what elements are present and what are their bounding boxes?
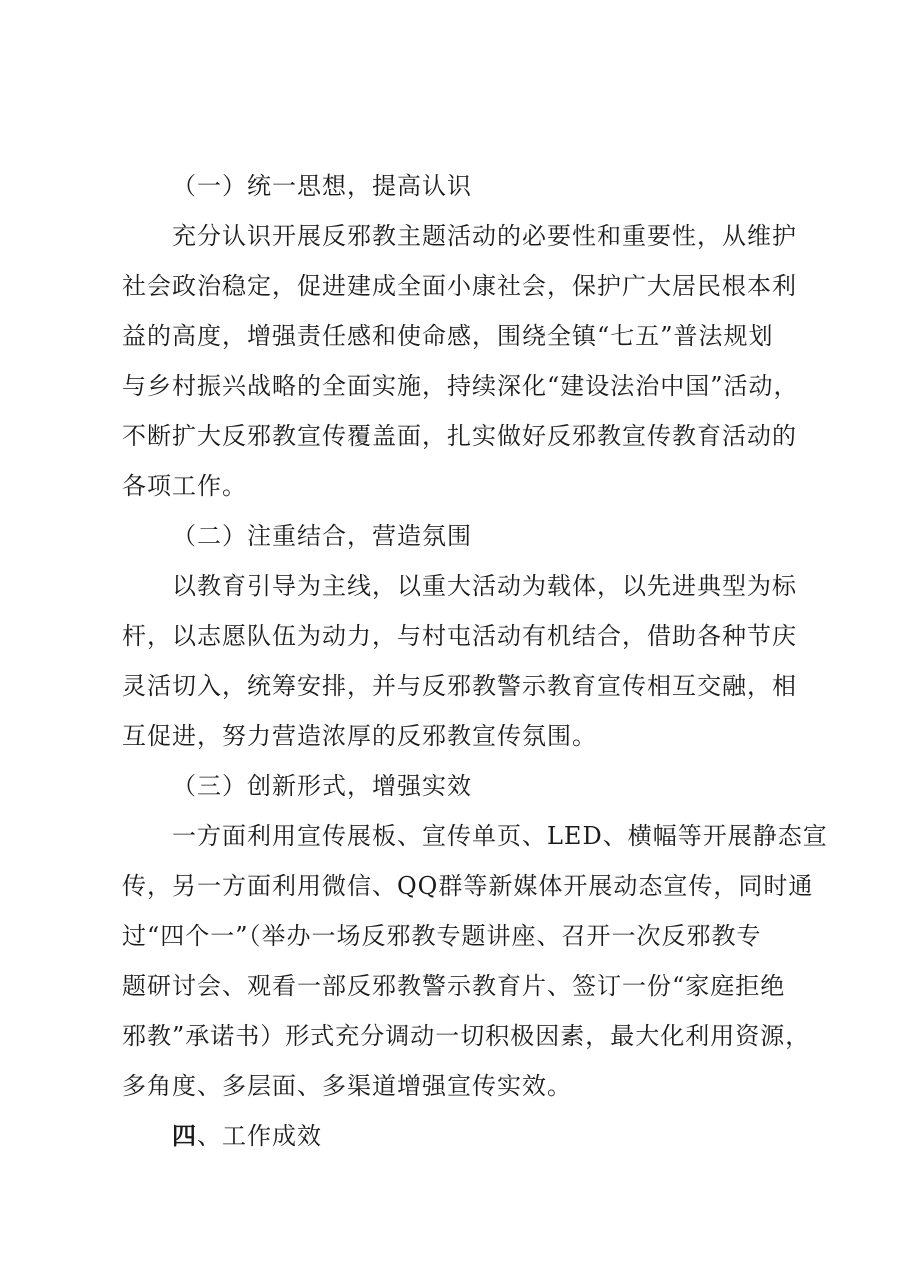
section-1-heading: （一）统一思想，提高认识	[172, 172, 472, 200]
section-1-line-5: 不断扩大反邪教宣传覆盖面，扎实做好反邪教宣传教育活动的	[122, 422, 797, 450]
section-3-heading: （三）创新形式，增强实效	[172, 772, 472, 800]
section-1-line-4: 与乡村振兴战略的全面实施，持续深化“建设法治中国”活动，	[122, 372, 799, 400]
section-2-line-2: 杆，以志愿队伍为动力，与村屯活动有机结合，借助各种节庆	[122, 622, 797, 650]
section-2-line-4: 互促进，努力营造浓厚的反邪教宣传氛围。	[122, 722, 597, 750]
section-1-line-2: 社会政治稳定，促进建成全面小康社会，保护广大居民根本利	[122, 272, 797, 300]
section-4-heading	[172, 1121, 322, 1151]
section-3-line-1: 一方面利用宣传展板、宣传单页、LED、横幅等开展静态宣	[172, 822, 828, 850]
section-1-line-3: 益的高度，增强责任感和使命感，围绕全镇“七五”普法规划	[122, 322, 774, 350]
section-1-line-6: 各项工作。	[122, 472, 247, 500]
section-1-line-1: 充分认识开展反邪教主题活动的必要性和重要性，从维护	[172, 222, 797, 250]
section-4-numeral: 四	[172, 1121, 197, 1150]
section-4-title: 、工作成效	[197, 1122, 322, 1150]
section-2-line-1: 以教育引导为主线，以重大活动为载体，以先进典型为标	[172, 572, 797, 600]
section-2-line-3: 灵活切入，统筹安排，并与反邪教警示教育宣传相互交融，相	[122, 672, 797, 700]
section-3-line-5: 邪教”承诺书）形式充分调动一切积极因素，最大化利用资源，	[122, 1022, 811, 1050]
section-3-line-2: 传，另一方面利用微信、QQ群等新媒体开展动态宣传，同时通	[122, 872, 814, 900]
section-2-heading: （二）注重结合，营造氛围	[172, 522, 472, 550]
section-3-line-3: 过“四个一”（举办一场反邪教专题讲座、召开一次反邪教专	[122, 922, 762, 950]
section-3-line-6: 多角度、多层面、多渠道增强宣传实效。	[122, 1072, 572, 1100]
section-3-line-4: 题研讨会、观看一部反邪教警示教育片、签订一份“家庭拒绝	[122, 972, 786, 1000]
